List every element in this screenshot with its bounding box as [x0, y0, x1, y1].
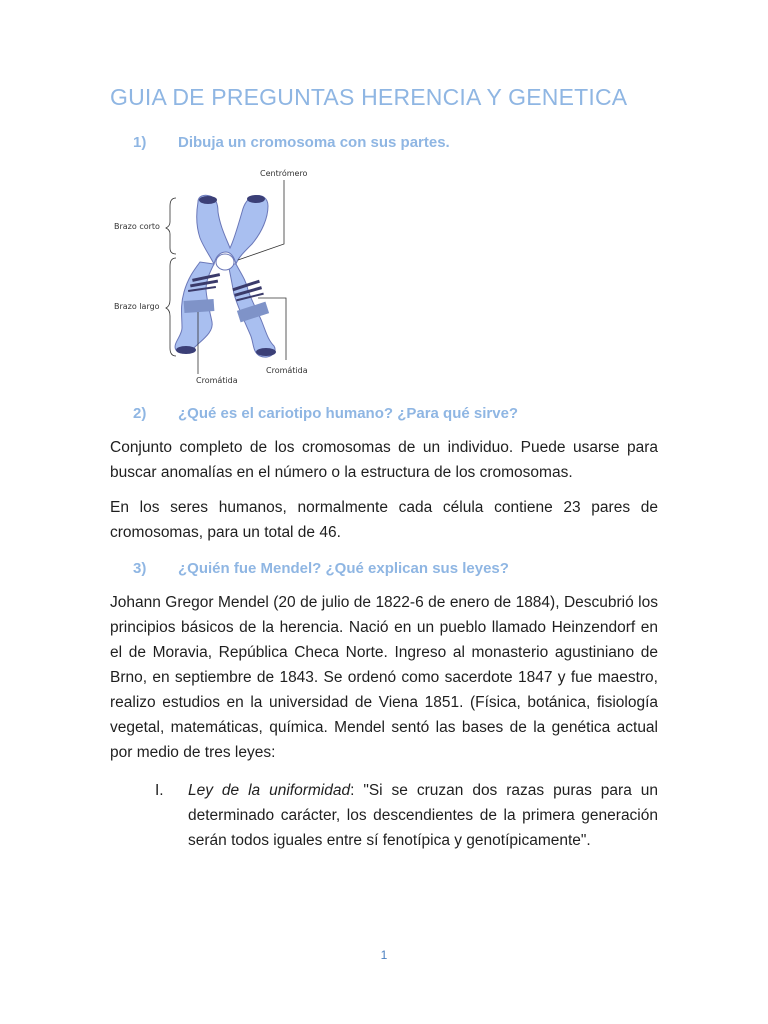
- long-arm-bracket: [166, 258, 176, 356]
- question-2-number: 2): [133, 405, 147, 422]
- tip-bottom-left: [176, 346, 196, 354]
- answer-2-paragraph-1: Conjunto completo de los cromosomas de un individuo. Puede usarse para buscar anomalías en el número o la estructura de los cromosomas.: [110, 439, 658, 481]
- label-short-arm: Brazo corto: [114, 222, 160, 231]
- law-separator: :: [350, 782, 355, 799]
- law-numeral: I.: [155, 782, 164, 799]
- question-1-text: Dibuja un cromosoma con sus partes.: [178, 134, 450, 151]
- chromosome-diagram: [106, 160, 326, 392]
- question-2-text: ¿Qué es el cariotipo humano? ¿Para qué sirve?: [178, 405, 519, 422]
- short-arm-bracket: [166, 198, 176, 254]
- question-1-number: 1): [133, 134, 147, 151]
- question-2: [133, 405, 518, 422]
- chromosome-figure: [106, 160, 326, 392]
- tip-top-left: [199, 196, 217, 204]
- law-list-item: [155, 778, 658, 853]
- question-3: [133, 560, 509, 577]
- tip-top-right: [247, 195, 265, 203]
- answer-3-paragraph-1: Johann Gregor Mendel (20 de julio de 1822-6 de enero de 1884), Descubrió los principios básicos de la herencia. Nació en un pueblo llamado Heinzendorf en el de Moravia, República Checa Norte. Ingreso al monasterio agustiniano de Brno, en septiembre de 1843. Se ordenó como sacerdote 1847 y fue maestro, realizo estudios en la universidad de Viena 1851. (Física, botánica, fisiología vegetal, matemáticas, química. Mendel sentó las bases de la genética actual por medio de tres leyes:: [110, 594, 658, 761]
- law-name: Ley de la uniformidad: [188, 782, 351, 799]
- centromere-gap: [216, 254, 234, 270]
- document-title: GUIA DE PREGUNTAS HERENCIA Y GENETICA: [110, 84, 628, 110]
- label-chromatid-left: Cromátida: [196, 376, 238, 385]
- question-1: [133, 134, 450, 151]
- law-text: [188, 778, 658, 853]
- label-long-arm: Brazo largo: [114, 302, 160, 311]
- answer-2-paragraph-2: En los seres humanos, normalmente cada célula contiene 23 pares de cromosomas, para un total de 46.: [110, 499, 658, 541]
- question-3-text: ¿Quién fue Mendel? ¿Qué explican sus leyes?: [178, 560, 509, 577]
- label-centromere: Centrómero: [260, 169, 308, 178]
- page-number: 1: [380, 948, 388, 962]
- tip-bottom-right: [256, 348, 276, 356]
- law-description: "Si se cruzan dos razas puras para un determinado carácter, los descendientes de la primera generación serán todos iguales entre sí fenotípica y genotípicamente".: [188, 782, 658, 849]
- question-3-number: 3): [133, 560, 147, 577]
- label-chromatid-right: Cromátida: [266, 366, 308, 375]
